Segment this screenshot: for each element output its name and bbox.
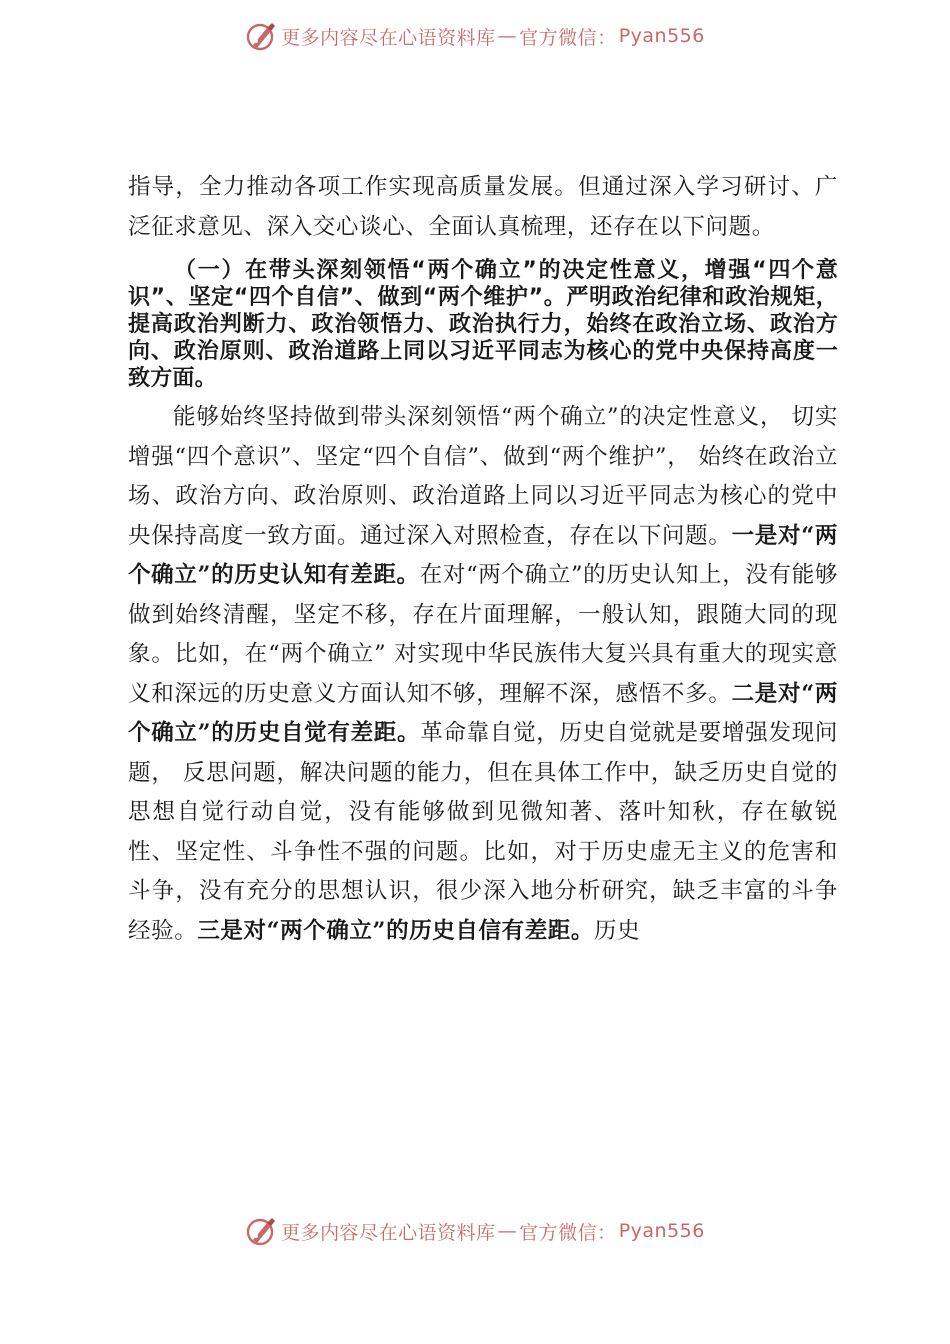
point-one-heading: 一是对“两个确立”的历史认知有差距。 — [128, 522, 838, 588]
point-three-heading: 三是对“两个确立”的历史自信有差距。 — [197, 917, 594, 944]
watermark-id: Pyan556 — [618, 1220, 705, 1242]
watermark-text: 更多内容尽在心语资料库 — [281, 1221, 496, 1244]
paragraph-text: 革命靠自觉，历史自觉就是要增强发现问题， 反思问题，解决问题的能力，但在具体工作中，缺乏历史自觉的思想自觉行动自觉，没有能够做到见微知著、落叶知秋，存在敏锐性、坚定性、斗争性不强的问题。比如，对于历史虚无主义的危害和斗争，没有充分的思想认识，很少深入地分析研究，缺乏丰富的斗争经验。 — [128, 720, 838, 944]
paragraph-text: 在对“两个确立”的历史认知上，没有能够做到始终清醒，坚定不移，存在片面理解，一般认知，跟随大同的现象。比如，在“两个确立” 对实现中华民族伟大复兴具有重大的现实意义和深远的历史意义方面认知不够，理解不深，感悟不多。 — [128, 562, 839, 707]
body-paragraph — [128, 398, 838, 951]
watermark-label: 官方微信： — [519, 1221, 617, 1244]
paragraph-text: 历史 — [594, 917, 641, 944]
point-two-heading: 二是对“两个确立”的历史自觉有差距。 — [128, 680, 838, 746]
section-heading: （一）在带头深刻领悟“两个确立”的决定性意义，增强“四个意识”、坚定“四个自信”、做到“两个维护”。严明政治纪律和政治规矩，提高政治判断力、政治领悟力、政治执行力，始终在政治立场、政治方向、政治原则、政治道路上同以习近平同志为核心的党中央保持高度一致方面。 — [128, 258, 838, 391]
watermark-separator: — — [497, 1220, 518, 1242]
document-body — [128, 168, 838, 951]
pen-logo-icon — [245, 20, 277, 52]
watermark-separator: — — [497, 25, 518, 47]
footer-watermark — [0, 1211, 950, 1251]
watermark-label: 官方微信： — [519, 26, 617, 49]
pen-logo-icon — [245, 1215, 277, 1247]
intro-paragraph: 指导，全力推动各项工作实现高质量发展。但通过深入学习研讨、广泛征求意见、深入交心谈心、全面认真梳理，还存在以下问题。 — [128, 174, 838, 240]
header-watermark — [0, 16, 950, 56]
watermark-id: Pyan556 — [618, 25, 705, 47]
watermark-text: 更多内容尽在心语资料库 — [281, 26, 496, 49]
paragraph-text: 能够始终坚持做到带头深刻领悟“两个确立”的决定性意义， 切实增强“四个意识”、坚定“四个自信”、做到“两个维护”， 始终在政治立场、政治方向、政治原则、政治道路上同以习近平同志为核心的党中央保持高度一致方面。通过深入对照检查，存在以下问题。 — [128, 404, 838, 549]
